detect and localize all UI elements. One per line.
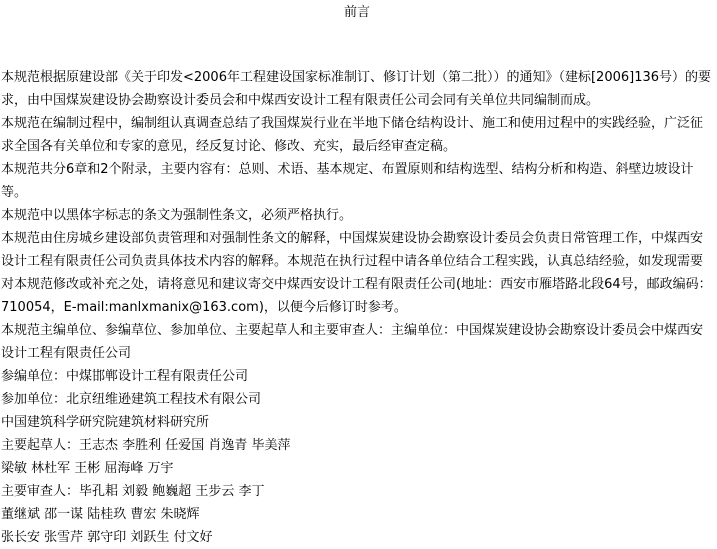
paragraph-basis: 本规范根据原建设部《关于印发<2006年工程建设国家标准制订、修订计划（第二批））的通知》（建标[2006]136号）的要求，由中国煤炭建设协会勘察设计委员会和中煤西安设计工程有限责任公司会同有关单位共同编制而成。 xyxy=(1,70,712,108)
paragraph-management: 本规范由住房城乡建设部负责管理和对强制性条文的解释，中国煤炭建设协会勘察设计委员会负责日常管理工作，中煤西安设计工程有限责任公司负责具体技术内容的解释。本规范在执行过程中请各单位结合工程实践，认真总结经验，如发现需要对本规范修改或补充之处，请将意见和建议寄交中煤西安设计工程有限责任公司(地址：西安市雁塔路北段64号，邮政编码：710054，E-mail:manlxmanix@163.com)，以便今后修订时参考。 xyxy=(1,231,712,315)
paragraph-research-institute: 中国建筑科学研究院建筑材料研究所 xyxy=(1,415,210,430)
paragraph-mandatory: 本规范中以黑体字标志的条文为强制性条文，必须严格执行。 xyxy=(1,208,353,223)
paragraph-reviewers-1: 主要审查人：毕孔耜 刘毅 鲍巍超 王步云 李丁 xyxy=(1,484,265,499)
document-title: 前言 xyxy=(343,5,370,20)
paragraph-chief-editor: 本规范主编单位、参编草位、参加单位、主要起草人和主要审查人：主编单位：中国煤炭建设协会勘察设计委员会中煤西安设计工程有限责任公司 xyxy=(1,323,704,361)
paragraph-drafters-2: 梁敏 林杜军 王彬 屈海峰 万宇 xyxy=(1,461,174,476)
document-body xyxy=(1,66,713,549)
paragraph-compilation: 本规范在编制过程中，编制组认真调查总结了我国煤炭行业在半地下储仓结构设计、施工和使用过程中的实践经验，广泛征求全国各有关单位和专家的意见，经反复讨论、修改、充实，最后经审查定稿。 xyxy=(1,116,704,154)
paragraph-reviewers-2: 董继斌 邵一谋 陆桂玖 曹宏 朱晓辉 xyxy=(1,507,200,522)
paragraph-participating-editor: 参编单位：中煤邯郸设计工程有限责任公司 xyxy=(1,369,249,384)
paragraph-drafters-1: 主要起草人：王志杰 李胜利 任爱国 肖逸青 毕美萍 xyxy=(1,438,291,453)
paragraph-participating-unit: 参加单位：北京纽维逊建筑工程技术有限公司 xyxy=(1,392,262,407)
paragraph-contents: 本规范共分6章和2个附录，主要内容有：总则、术语、基本规定、布置原则和结构选型、结构分析和构造、斜壁边坡设计等。 xyxy=(1,162,694,200)
paragraph-reviewers-3: 张长安 张雪芹 郭守印 刘跃生 付文好 xyxy=(1,530,213,545)
